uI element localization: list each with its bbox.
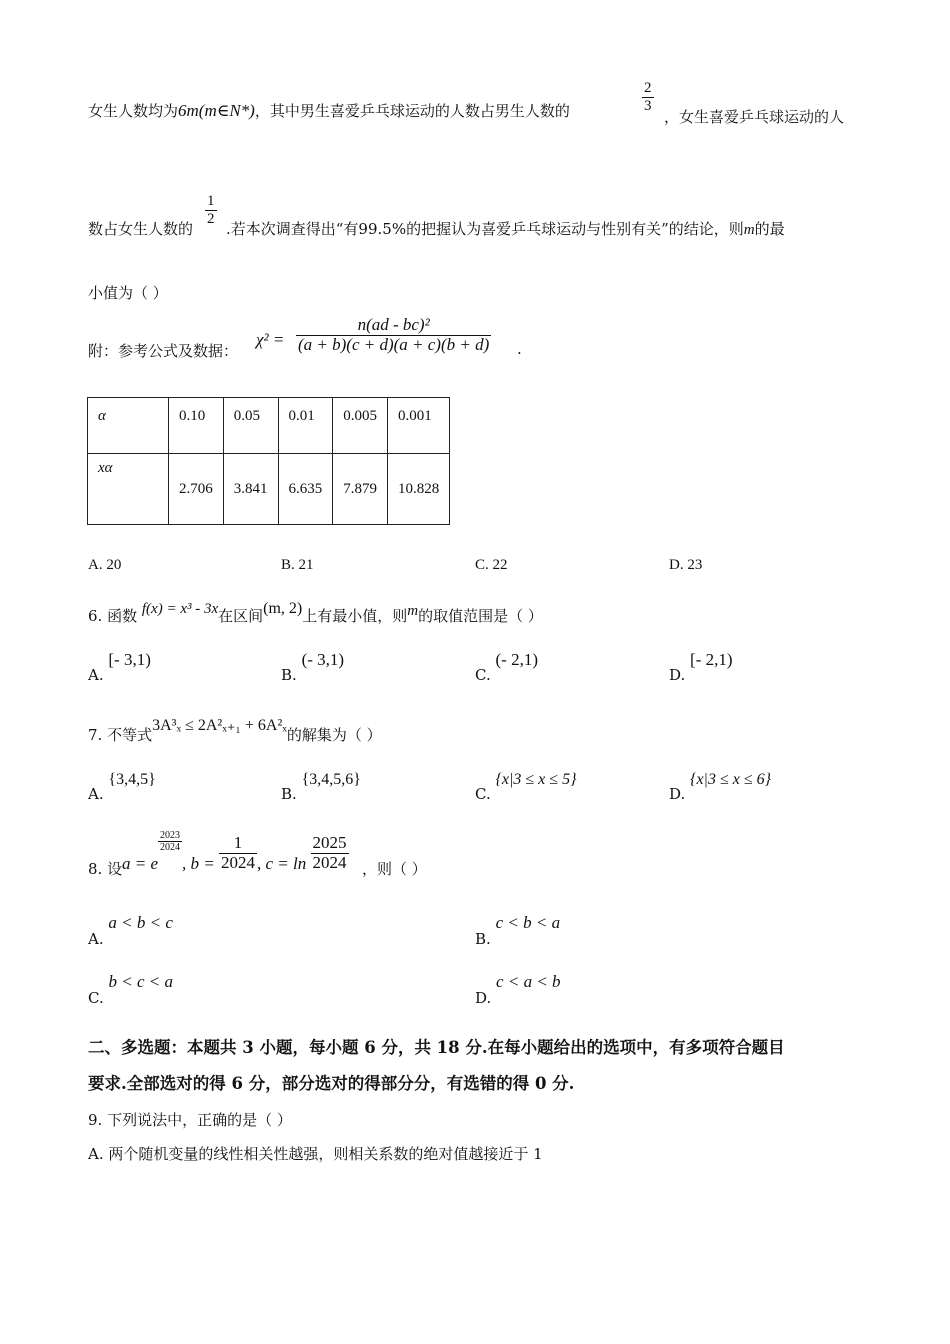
q6-option-c[interactable]: [475, 650, 538, 684]
q8-option-a[interactable]: [88, 913, 173, 948]
section2-heading-line1: 二、多选题：本题共 3 小题，每小题 6 分，共 18 分.在每小题给出的选项中，有多项符合题目: [88, 1038, 785, 1057]
q5-line1-end: ，女生喜爱乒乓球运动的人: [664, 108, 845, 126]
q6-text: 在区间: [218, 607, 264, 625]
q5-option-c[interactable]: C. 22: [475, 557, 508, 573]
q5-text: 的最: [754, 220, 785, 238]
q8-stem-start: 8. 设: [88, 860, 123, 878]
q5-option-d[interactable]: D. 23: [669, 557, 703, 573]
table-cell: 10.828: [388, 454, 450, 525]
option-value: (- 2,1): [495, 650, 538, 669]
option-label: B.: [281, 785, 297, 803]
q8-option-b[interactable]: [475, 913, 561, 948]
option-value: {3,4,5}: [108, 771, 156, 788]
option-label: D.: [669, 785, 686, 803]
frac-num: 2: [644, 80, 652, 96]
q6-option-a[interactable]: [88, 650, 151, 684]
q7-inequality: 3A³ₓ ≤ 2A²ₓ₊₁ + 6A²ₓ: [152, 717, 287, 734]
q8-expression: [122, 828, 349, 874]
frac-num: 1: [207, 193, 215, 209]
option-label: A.: [88, 785, 104, 803]
table-cell: 3.841: [223, 454, 278, 525]
q6-option-d[interactable]: [669, 650, 733, 684]
q5-var-m: m: [743, 222, 755, 238]
frac-den: 2024: [160, 842, 181, 853]
option-value: c < b < a: [495, 913, 561, 932]
q6-text: 上有最小值，则: [302, 607, 408, 625]
frac-num: 2023: [160, 830, 181, 841]
option-label: C.: [475, 785, 491, 803]
formula-end: .: [517, 340, 522, 358]
frac-den: 2024: [312, 852, 347, 872]
q5-text: ，其中男生喜爱乒乓球运动的人数占男生人数的: [254, 102, 570, 120]
q6-stem: [88, 600, 543, 626]
formula-numerator: n(ad - bc)²: [357, 315, 430, 334]
q8-a-expr: a = e: [122, 854, 159, 874]
table-cell: 6.635: [278, 454, 333, 525]
q5-text: .若本次调查得出“有99.5%的把握认为喜爱乒乓球运动与性别有关”的结论，则: [226, 220, 744, 238]
q5-line2: [226, 218, 785, 239]
q5-fraction-1-2: [205, 193, 217, 227]
q8-option-d[interactable]: [475, 972, 561, 1007]
chi-square-formula: [296, 316, 491, 354]
option-label: D.: [669, 666, 686, 684]
table-head-alpha: α: [88, 398, 169, 454]
option-value: [- 2,1): [690, 650, 733, 669]
q5-line1: [88, 100, 570, 121]
option-label: C.: [88, 989, 104, 1007]
option-label: D.: [475, 989, 492, 1007]
option-value: c < a < b: [496, 972, 561, 991]
q6-text: 6. 函数: [88, 607, 138, 625]
frac-den: 2024: [221, 852, 256, 872]
q6-var-m: m: [407, 603, 419, 619]
q7-text: 7. 不等式: [88, 726, 153, 744]
q5-text: 女生人数均为: [88, 102, 179, 120]
frac-num: 1: [233, 833, 243, 852]
formula-denominator: (a + b)(c + d)(a + c)(b + d): [298, 334, 490, 354]
q6-text: 的取值范围是（ ）: [418, 607, 543, 625]
table-cell: 0.05: [223, 398, 278, 454]
q8-b-expr: , b =: [182, 854, 215, 874]
q8-c-expr: , c = ln: [257, 854, 307, 874]
option-value: a < b < c: [108, 913, 173, 932]
q5-option-b[interactable]: B. 21: [281, 557, 314, 573]
q8-exponent: [158, 830, 182, 853]
table-cell: 0.01: [278, 398, 333, 454]
q9-stem: 9. 下列说法中，正确的是（ ）: [88, 1111, 292, 1129]
q8-b-fraction: [219, 834, 257, 872]
option-value: {3,4,5,6}: [301, 771, 361, 788]
option-label: B.: [475, 930, 491, 948]
table-cell: 2.706: [169, 454, 224, 525]
option-value: {x|3 ≤ x ≤ 5}: [495, 771, 577, 788]
q8-stem-end: ，则（ ）: [362, 860, 427, 878]
q6-interval: (m, 2): [263, 600, 303, 617]
table-cell: 0.001: [388, 398, 450, 454]
option-value: (- 3,1): [301, 650, 345, 669]
table-cell: 7.879: [333, 454, 388, 525]
q6-function: f(x) = x³ - 3x: [141, 601, 219, 617]
critical-value-table: [87, 397, 450, 525]
q6-option-b[interactable]: [281, 650, 345, 684]
table-row: [88, 454, 450, 525]
q5-option-a[interactable]: A. 20: [88, 557, 122, 573]
q5-line3: 小值为（ ）: [88, 284, 168, 302]
q5-fraction-2-3: [642, 80, 654, 114]
table-cell: 0.005: [333, 398, 388, 454]
table-row: [88, 398, 450, 454]
option-value: [- 3,1): [108, 650, 151, 669]
table-cell: 0.10: [169, 398, 224, 454]
option-label: A.: [88, 930, 104, 948]
option-value: {x|3 ≤ x ≤ 6}: [690, 771, 772, 788]
q5-math-m: 6m(m∈N*): [178, 101, 255, 120]
formula-lhs: χ² =: [256, 330, 285, 349]
option-label: A.: [88, 666, 104, 684]
frac-num: 2025: [312, 833, 347, 852]
q9-option-a[interactable]: A. 两个随机变量的线性相关性越强，则相关系数的绝对值越接近于 1: [88, 1145, 543, 1163]
q7-option-c[interactable]: [475, 770, 577, 803]
q7-option-a[interactable]: [88, 770, 156, 803]
q8-option-c[interactable]: [88, 972, 173, 1007]
option-value: b < c < a: [108, 972, 173, 991]
q7-text: 的解集为（ ）: [286, 726, 382, 744]
table-head-x-alpha: xα: [88, 454, 169, 525]
formula-label: 附：参考公式及数据：: [88, 342, 239, 360]
section2-heading-line2: 要求.全部选对的得 6 分，部分选对的得部分分，有选错的得 0 分.: [88, 1074, 575, 1093]
q5-line2-start: 数占女生人数的: [88, 220, 194, 238]
option-label: C.: [475, 666, 491, 684]
frac-den: 3: [644, 97, 652, 114]
q7-option-b[interactable]: [281, 770, 361, 803]
q7-option-d[interactable]: [669, 770, 772, 803]
q8-c-fraction: [311, 834, 349, 872]
q7-stem: [88, 717, 382, 745]
frac-den: 2: [207, 210, 215, 227]
option-label: B.: [281, 666, 297, 684]
